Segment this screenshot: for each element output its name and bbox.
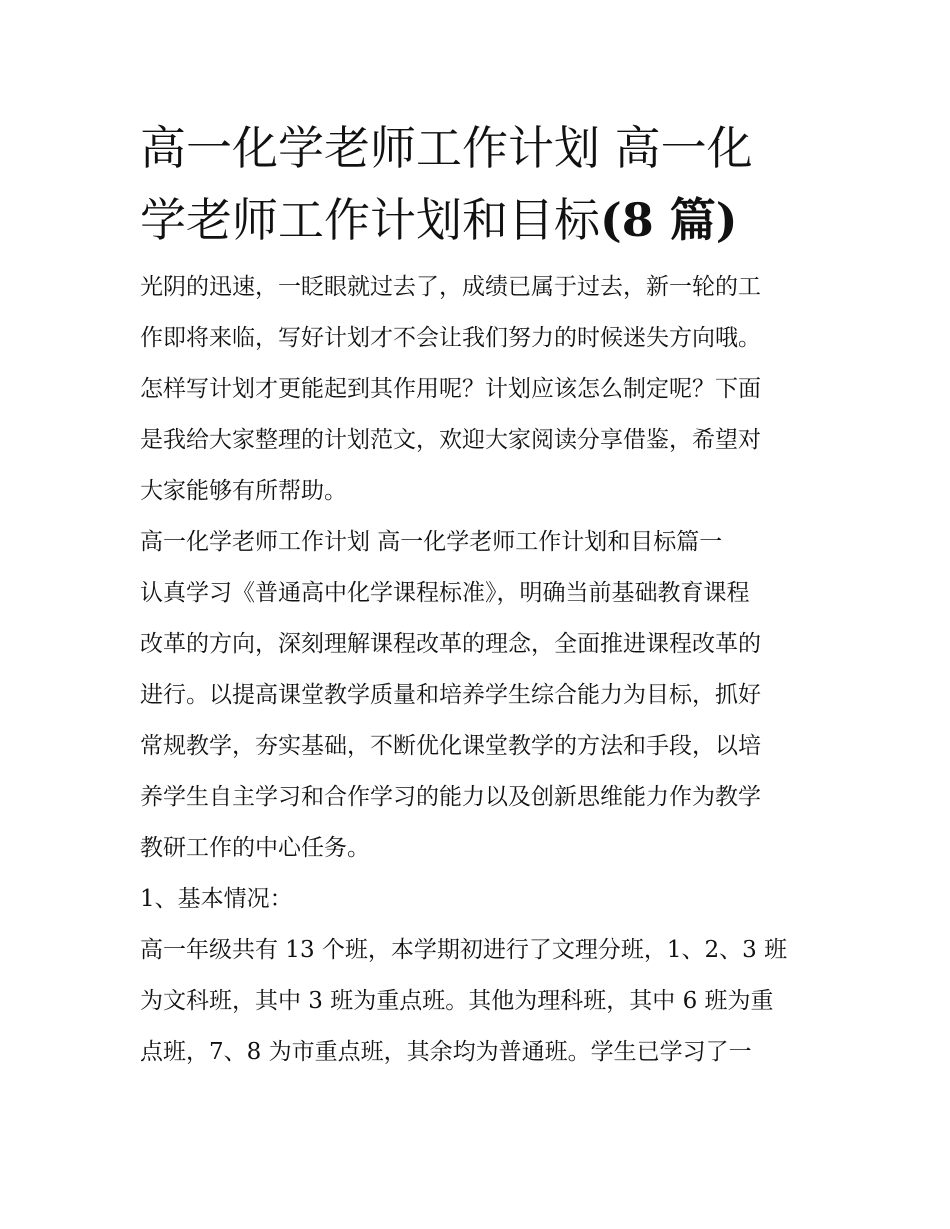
basic-info-line: 高一年级共有 13 个班，本学期初进行了文理分班，1、2、3 班 xyxy=(140,937,788,963)
section-body-line: 认真学习《普通高中化学课程标准》，明确当前基础教育课程 xyxy=(140,580,750,606)
basic-info-line: 点班，7、8 为市重点班，其余均为普通班。学生已学习了一 xyxy=(140,1039,752,1065)
section-body-paragraph xyxy=(140,568,812,874)
intro-line: 是我给大家整理的计划范文，欢迎大家阅读分享借鉴，希望对 xyxy=(140,427,761,453)
section-body-line: 教研工作的中心任务。 xyxy=(140,835,370,861)
subheading-basic-info xyxy=(140,874,812,925)
basic-info-line: 为文科班，其中 3 班为重点班。其他为理科班，其中 6 班为重 xyxy=(140,988,774,1014)
intro-line: 作即将来临，写好计划才不会让我们努力的时候迷失方向哦。 xyxy=(140,325,761,351)
title-line-2 xyxy=(140,184,812,256)
section-body-line: 进行。以提高课堂教学质量和培养学生综合能力为目标，抓好 xyxy=(140,682,761,708)
intro-line: 光阴的迅速，一眨眼就过去了，成绩已属于过去，新一轮的工 xyxy=(140,274,761,300)
document-content xyxy=(140,112,812,1078)
document-title xyxy=(140,112,812,256)
title-line-2-text: 学老师工作计划和目标 xyxy=(140,193,600,247)
intro-paragraph xyxy=(140,262,812,517)
section-body-line: 改革的方向，深刻理解课程改革的理念，全面推进课程改革的 xyxy=(140,631,761,657)
subheading-text: 1、基本情况： xyxy=(140,886,293,912)
title-count: (8 篇) xyxy=(600,193,738,247)
intro-line: 大家能够有所帮助。 xyxy=(140,478,347,504)
intro-line: 怎样写计划才更能起到其作用呢？计划应该怎么制定呢？下面 xyxy=(140,376,761,402)
basic-info-paragraph xyxy=(140,925,812,1078)
section-body-line: 常规教学，夯实基础，不断优化课堂教学的方法和手段，以培 xyxy=(140,733,761,759)
section-body-line: 养学生自主学习和合作学习的能力以及创新思维能力作为教学 xyxy=(140,784,761,810)
section-heading xyxy=(140,517,812,568)
title-line-1: 高一化学老师工作计划 高一化 xyxy=(140,121,753,175)
section-heading-text: 高一化学老师工作计划 高一化学老师工作计划和目标篇一 xyxy=(140,529,723,555)
